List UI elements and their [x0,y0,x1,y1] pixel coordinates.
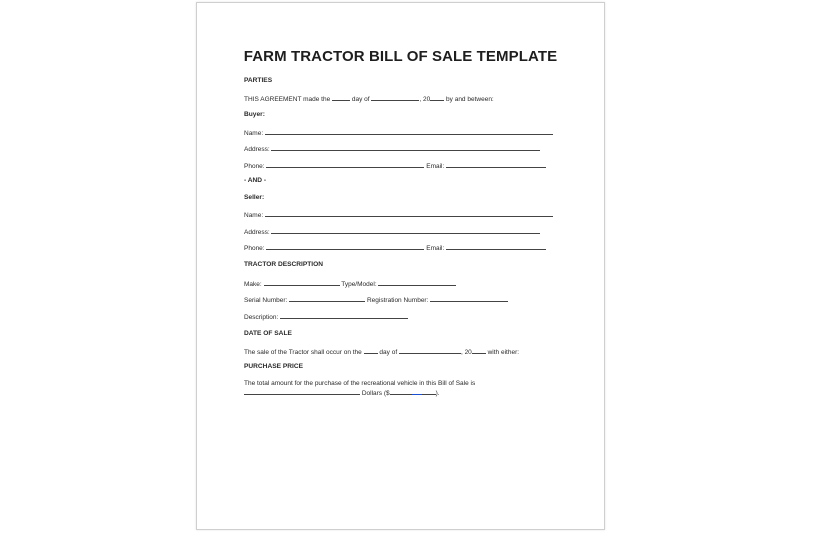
price-amount-field-left[interactable] [390,388,412,395]
closing-paren: ). [435,390,440,397]
dollars-text: Dollars ($ [361,390,390,397]
registration-number-field[interactable] [430,295,508,302]
by-and-between-text: by and between: [446,96,494,103]
and-separator: - AND - [244,177,267,184]
sale-date-row [244,347,519,357]
year-blank[interactable] [430,94,444,101]
type-model-field[interactable] [378,279,456,286]
description-row [244,312,408,322]
sale-year-prefix: , 20 [460,349,472,356]
seller-address-label: Address: [244,229,270,236]
seller-name-field[interactable] [265,210,553,217]
year-prefix: , 20 [419,96,431,103]
seller-name-row [244,210,553,220]
document-page [196,2,605,530]
agreement-line [244,94,494,104]
with-either-text: with either: [487,349,520,356]
sale-month-blank[interactable] [399,347,461,354]
sale-day-of-text: day of [379,349,398,356]
serial-number-label: Serial Number: [244,297,288,304]
price-amount-field-mid[interactable] [412,388,422,395]
agreement-intro: THIS AGREEMENT made the [244,96,331,103]
seller-email-label: Email: [426,245,445,252]
day-blank[interactable] [332,94,350,101]
tractor-description-heading: TRACTOR DESCRIPTION [244,261,324,268]
buyer-email-label: Email: [426,163,445,170]
seller-name-label: Name: [244,212,264,219]
price-amount-field-right[interactable] [422,388,436,395]
description-label: Description: [244,314,279,321]
buyer-name-label: Name: [244,130,264,137]
date-of-sale-heading: DATE OF SALE [244,330,292,337]
make-field[interactable] [264,279,340,286]
sale-day-blank[interactable] [364,347,378,354]
seller-phone-row [244,243,546,253]
purchase-price-heading: PURCHASE PRICE [244,363,303,370]
price-words-field[interactable] [244,388,360,395]
buyer-email-field[interactable] [446,161,546,168]
seller-heading: Seller: [244,194,265,201]
buyer-phone-label: Phone: [244,163,265,170]
buyer-address-label: Address: [244,146,270,153]
seller-address-row [244,227,540,237]
serial-registration-row [244,295,508,305]
buyer-address-row [244,144,540,154]
seller-address-field[interactable] [271,227,540,234]
seller-email-field[interactable] [446,243,546,250]
document-title: FARM TRACTOR BILL OF SALE TEMPLATE [243,48,558,65]
sale-occur-text: The sale of the Tractor shall occur on the [244,349,362,356]
seller-phone-field[interactable] [266,243,424,250]
type-model-label: Type/Model: [341,281,377,288]
seller-phone-label: Phone: [244,245,265,252]
price-text-row [244,380,475,388]
price-amount-row [244,388,440,398]
price-text: The total amount for the purchase of the recreational vehicle in this Bill of Sale is [244,380,476,387]
make-model-row [244,279,456,289]
buyer-heading: Buyer: [244,111,265,118]
day-of-text: day of [351,96,370,103]
parties-heading: PARTIES [244,77,273,84]
registration-number-label: Registration Number: [366,297,429,304]
buyer-phone-row [244,161,546,171]
sale-year-blank[interactable] [472,347,486,354]
buyer-name-row [244,128,553,138]
month-blank[interactable] [371,94,419,101]
buyer-phone-field[interactable] [266,161,424,168]
description-field[interactable] [280,312,408,319]
make-label: Make: [244,281,262,288]
buyer-address-field[interactable] [271,144,540,151]
serial-number-field[interactable] [289,295,365,302]
buyer-name-field[interactable] [265,128,553,135]
